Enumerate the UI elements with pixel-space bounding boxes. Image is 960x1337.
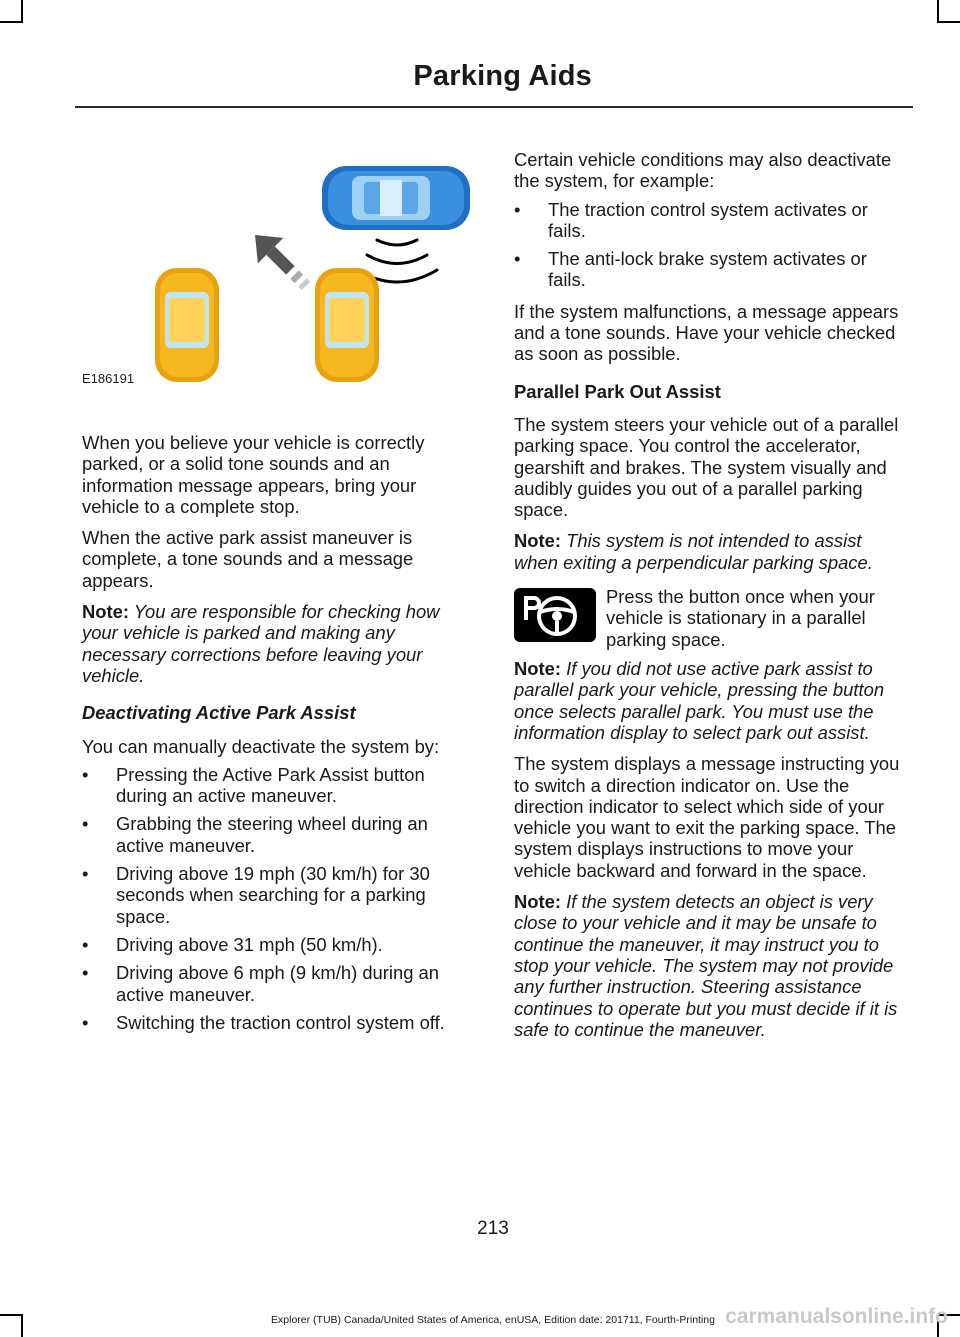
note-text: If the system detects an object is very close to your vehicle and it may be unsafe to continue the maneuver, it may instruct you to stop your vehicle. The system may not provide any further instruction. Steering assistance continues to operate but you must decide if it is safe to continue the maneuver. xyxy=(514,891,898,1040)
header-divider xyxy=(75,106,913,108)
bullet: • xyxy=(82,813,89,835)
list-item: • Driving above 19 mph (30 km/h) for 30 seconds when searching for a parking space. xyxy=(82,863,430,927)
bullet: • xyxy=(514,248,521,270)
list-item: • Driving above 31 mph (50 km/h). xyxy=(82,933,383,955)
park-out-diagram xyxy=(82,160,474,388)
crop-mark-top-right-h xyxy=(937,21,960,23)
footer-edition: Explorer (TUB) Canada/United States of America, enUSA, Edition date: 201711, Fourth-Printing xyxy=(271,1314,715,1326)
steering-wheel-p-icon xyxy=(514,588,596,642)
conditions-list xyxy=(514,199,906,291)
watermark: carmanualsonline.info xyxy=(725,1305,948,1328)
paragraph: When the active park assist maneuver is complete, a tone sounds and a message appears. xyxy=(82,527,414,591)
crop-mark-top-right-v xyxy=(937,0,939,23)
list-item: • Switching the traction control system off. xyxy=(82,1011,445,1033)
section-heading: Parallel Park Out Assist xyxy=(514,380,721,402)
figure-code: E186191 xyxy=(82,371,135,386)
bullet: • xyxy=(514,198,521,220)
parking-illustration xyxy=(82,160,474,388)
direction-arrow xyxy=(242,222,318,298)
bullet: • xyxy=(82,933,89,955)
list-item: • Pressing the Active Park Assist button during an active maneuver. xyxy=(82,763,425,807)
paragraph: You can manually deactivate the system by: xyxy=(82,735,440,757)
note-text: If you did not use active park assist to parallel park your vehicle, pressing the button once selects parallel park. You must use the information display to select park out assist. xyxy=(514,658,885,743)
section-heading: Deactivating Active Park Assist xyxy=(82,702,356,724)
yellow-car-left xyxy=(155,268,219,382)
page-number: 213 xyxy=(477,1218,509,1239)
list-item: • Driving above 6 mph (9 km/h) during an active maneuver. xyxy=(82,962,440,1005)
crop-mark-top-left-h xyxy=(0,21,23,23)
note-label: Note: xyxy=(514,891,561,913)
note-label: Note: xyxy=(514,530,561,552)
list-item: • Grabbing the steering wheel during an active maneuver. xyxy=(82,813,428,856)
blue-car xyxy=(322,166,470,230)
page-title: Parking Aids xyxy=(413,60,592,92)
icon-paragraph: Press the button once when your vehicle is stationary in a parallel parking space. xyxy=(606,586,875,650)
note xyxy=(514,530,906,573)
note-label: Note: xyxy=(82,601,129,623)
note-text: You are responsible for checking how your vehicle is parked and making any necessary corrections before leaving your vehicle. xyxy=(82,601,440,686)
paragraph: Certain vehicle conditions may also deactivate the system, for example: xyxy=(514,149,892,192)
bullet: • xyxy=(82,863,89,885)
park-assist-button-icon xyxy=(514,588,596,642)
paragraph: The system displays a message instructing you to switch a direction indicator on. Use the direction indicator to select which side of your vehicle you want to exit the parking space. The system displays instructions to move your vehicle backward and forward in the space. xyxy=(514,753,900,881)
paragraph: When you believe your vehicle is correctly parked, or a solid tone sounds and an information message appears, bring your vehicle to a complete stop. xyxy=(82,432,425,517)
paragraph: The system steers your vehicle out of a parallel parking space. You control the accelerator, gearshift and brakes. The system visually and audibly guides you out of a parallel parking space. xyxy=(514,413,899,521)
yellow-car-right xyxy=(315,268,379,382)
list-item: • The traction control system activates or fails. xyxy=(514,198,868,241)
paragraph: If the system malfunctions, a message appears and a tone sounds. Have your vehicle checked as soon as possible. xyxy=(514,300,899,365)
list-item: • The anti-lock brake system activates or fails. xyxy=(514,248,867,291)
bullet: • xyxy=(82,1011,89,1033)
note-label: Note: xyxy=(514,658,561,680)
note xyxy=(514,658,906,743)
crop-mark-top-left-v xyxy=(21,0,23,23)
deactivation-list xyxy=(82,764,474,1033)
note-text: This system is not intended to assist when exiting a perpendicular parking space. xyxy=(514,530,873,573)
bullet: • xyxy=(82,763,89,785)
note xyxy=(514,891,906,1040)
left-column xyxy=(82,432,474,1033)
note xyxy=(82,601,474,686)
bullet: • xyxy=(82,962,89,984)
